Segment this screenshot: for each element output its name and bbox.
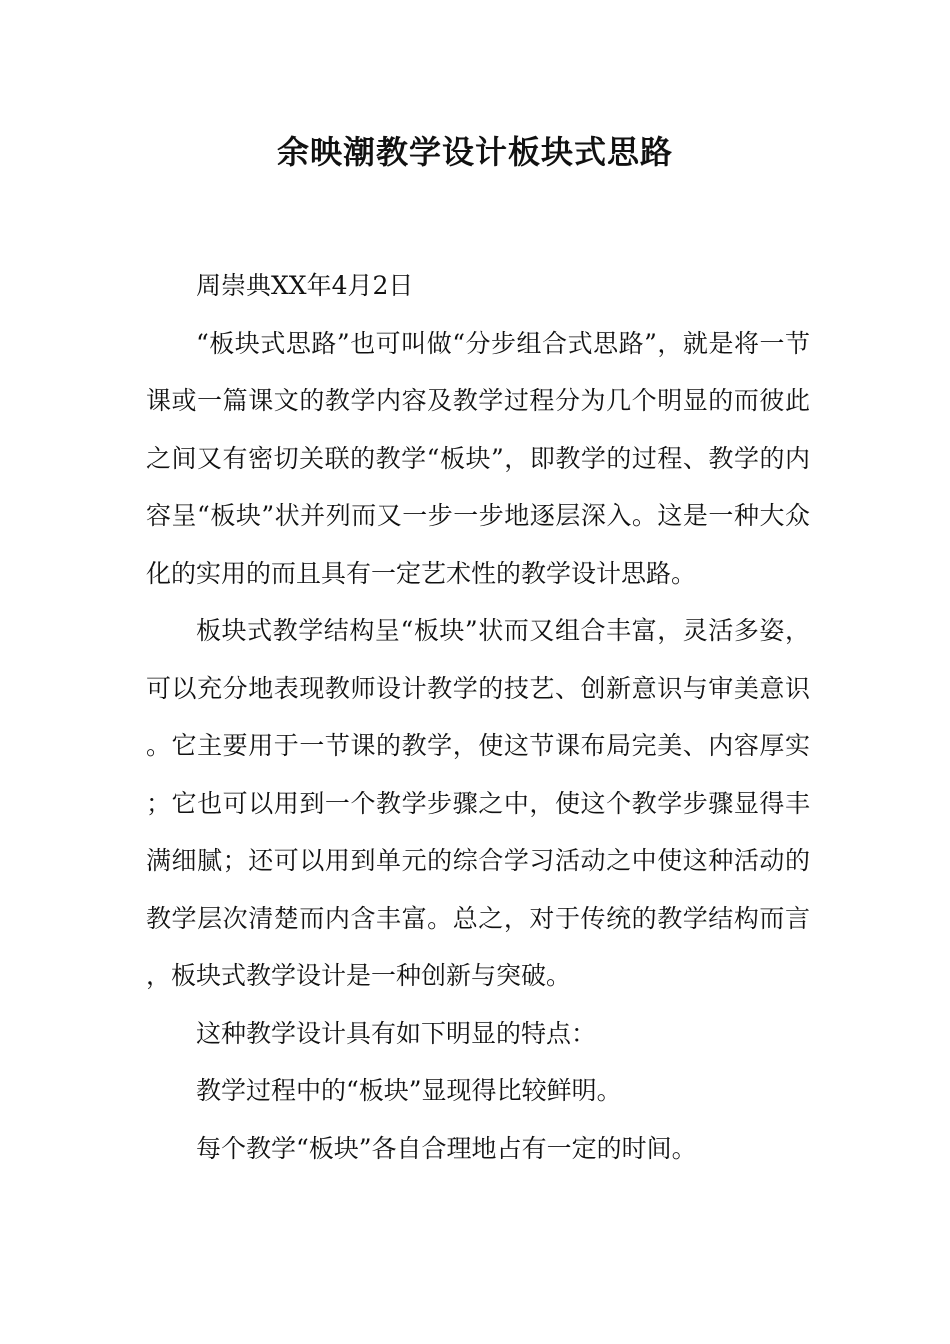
paragraph: 每个教学“板块”各自合理地占有一定的时间。: [196, 1133, 697, 1163]
paragraph: “板块式思路”也可叫做“分步组合式思路”，就是将一节课或一篇课文的教学内容及教学过程分为几个明显的而彼此之间又有密切关联的教学“板块”，即教学的过程、教学的内容呈“板块”状并列而又一步一步地逐层深入。这是一种大众化的实用的而且具有一定艺术性的教学设计思路。: [146, 328, 810, 588]
byline: 周崇典XX年4月2日: [196, 271, 414, 300]
paragraph: 板块式教学结构呈“板块”状而又组合丰富，灵活多姿，可以充分地表现教师设计教学的技艺、创新意识与审美意识。它主要用于一节课的教学，使这节课布局完美、内容厚实；它也可以用到一个教学步骤之中，使这个教学步骤显得丰满细腻；还可以用到单元的综合学习活动之中使这种活动的教学层次清楚而内含丰富。总之，对于传统的教学结构而言，板块式教学设计是一种创新与突破。: [146, 616, 810, 990]
paragraph: 教学过程中的“板块”显现得比较鲜明。: [196, 1076, 622, 1105]
document-title: 余映潮教学设计板块式思路: [276, 133, 673, 171]
paragraph: 这种教学设计具有如下明显的特点：: [196, 1018, 597, 1048]
document-body: [146, 257, 810, 1177]
